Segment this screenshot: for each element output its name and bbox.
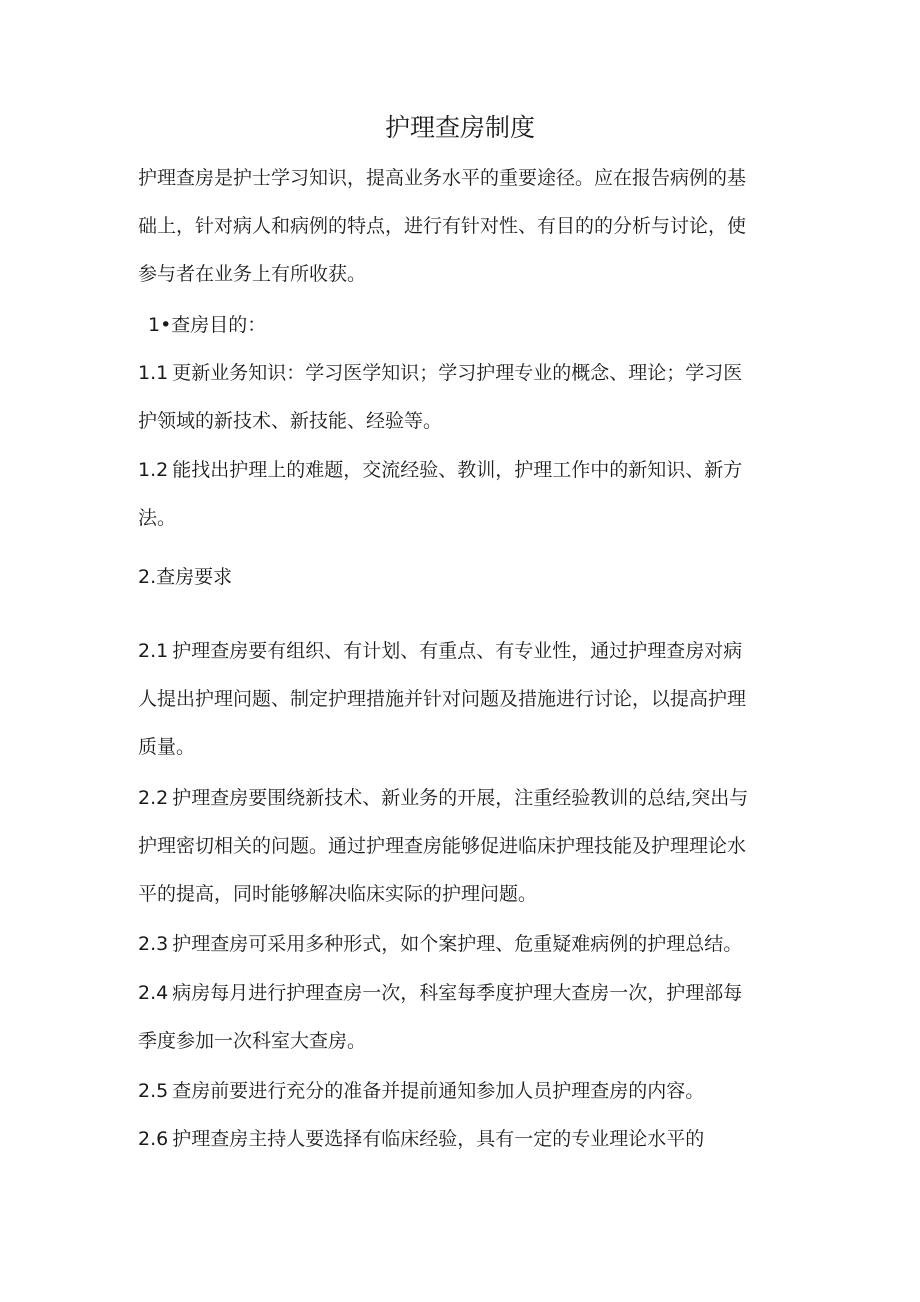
list-item-line: 护领域的新技术、新技能、经验等。 xyxy=(138,410,443,432)
intro-line: 参与者在业务上有所收获。 xyxy=(138,263,367,285)
list-item-line: 季度参加一次科室大查房。 xyxy=(138,1030,367,1052)
item-text: 护理查房可采用多种形式，如个案护理、危重疑难病例的护理总结。 xyxy=(172,933,743,955)
list-item-line xyxy=(138,358,742,388)
section-heading: 1•查房目的： xyxy=(148,314,267,336)
item-number: 1.2 xyxy=(138,459,169,481)
item-text: 查房前要进行充分的准备并提前通知参加人员护理查房的内容。 xyxy=(172,1080,705,1102)
list-item-line: 平的提高，同时能够解决临床实际的护理问题。 xyxy=(138,883,538,905)
item-text: 病房每月进行护理查房一次，科室每季度护理大查房一次，护理部每 xyxy=(172,982,743,1004)
list-item-line xyxy=(138,929,742,959)
list-item-line: 质量。 xyxy=(138,736,196,758)
item-number: 2.1 xyxy=(138,640,169,662)
item-text: 能找出护理上的难题，交流经验、教训，护理工作中的新知识、新方 xyxy=(172,459,743,481)
item-number: 2.2 xyxy=(138,787,169,809)
item-text: 护理查房要围绕新技术、新业务的开展，注重经验教训的总结,突出与 xyxy=(172,787,749,809)
list-item-line: 人提出护理问题、制定护理措施并针对问题及措施进行讨论，以提高护理 xyxy=(138,688,747,710)
list-item-line xyxy=(138,978,742,1008)
item-text: 护理查房要有组织、有计划、有重点、有专业性，通过护理查房对病 xyxy=(172,640,743,662)
item-text: 更新业务知识：学习医学知识；学习护理专业的概念、理论；学习医 xyxy=(172,362,743,384)
item-text: 护理查房主持人要选择有临床经验，具有一定的专业理论水平的 xyxy=(172,1128,705,1150)
list-item-line xyxy=(138,783,748,813)
item-number: 2.4 xyxy=(138,982,169,1004)
list-item-line xyxy=(138,1076,704,1106)
list-item-line: 法。 xyxy=(138,507,177,529)
list-item-line xyxy=(138,636,742,666)
section-heading: 2.查房要求 xyxy=(138,566,233,588)
item-number: 2.3 xyxy=(138,933,169,955)
list-item-line xyxy=(138,455,742,485)
list-item-line: 护理密切相关的问题。通过护理查房能够促进临床护理技能及护理理论水 xyxy=(138,835,747,857)
item-number: 2.5 xyxy=(138,1080,169,1102)
list-item-line xyxy=(138,1124,704,1154)
item-number: 1.1 xyxy=(138,362,169,384)
intro-line: 础上，针对病人和病例的特点，进行有针对性、有目的的分析与讨论，使 xyxy=(138,215,747,237)
item-number: 2.6 xyxy=(138,1128,169,1150)
document-title: 护理查房制度 xyxy=(384,113,535,142)
intro-line: 护理查房是护士学习知识，提高业务水平的重要途径。应在报告病例的基 xyxy=(138,167,747,189)
